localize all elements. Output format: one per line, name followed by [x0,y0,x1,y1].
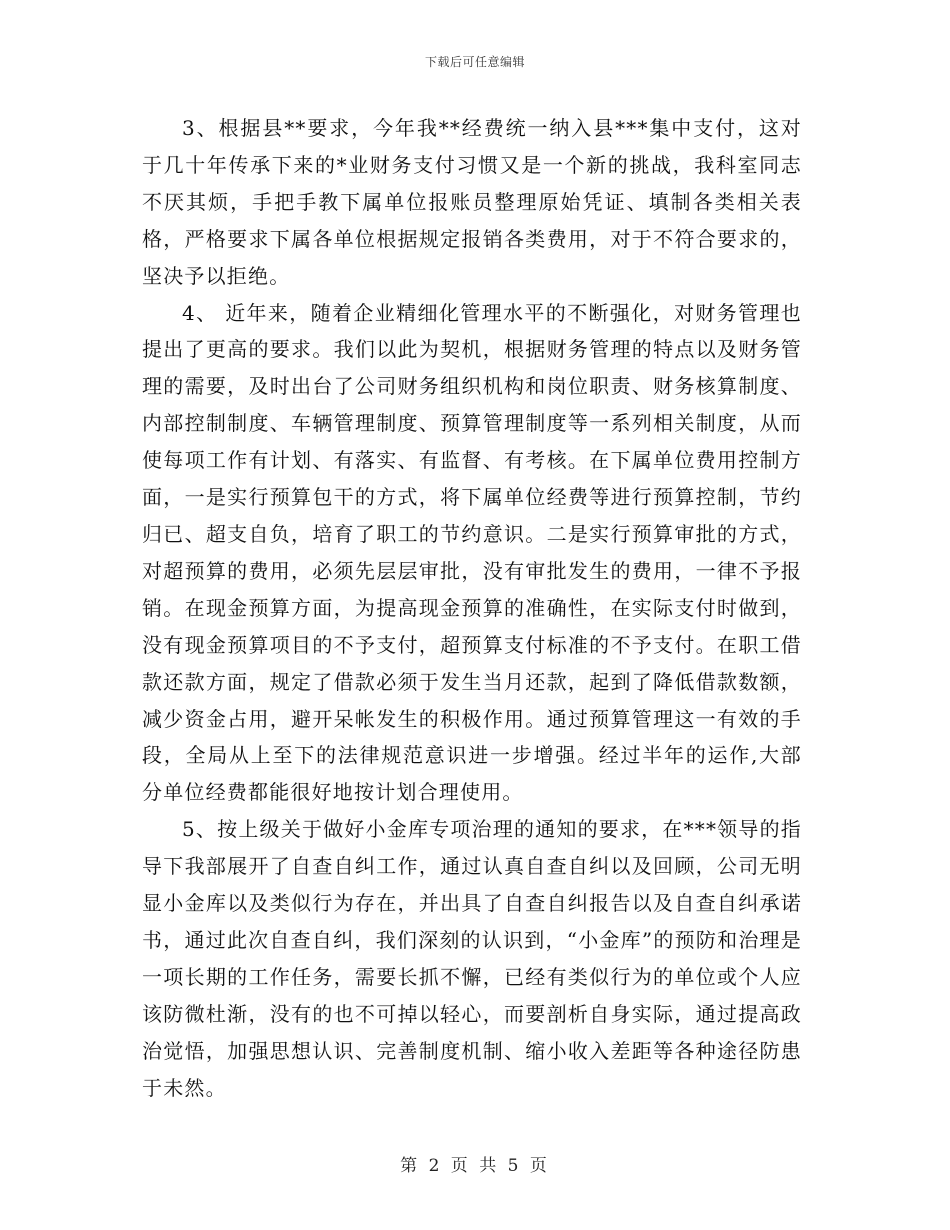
paragraph-4: 4、 近年来，随着企业精细化管理水平的不断强化，对财务管理也提出了更高的要求。我们以此为契机，根据财务管理的特点以及财务管理的需要，及时出台了公司财务组织机构和岗位职责、财务核算制度、内部控制制度、车辆管理制度、预算管理制度等一系列相关制度，从而使每项工作有计划、有落实、有监督、有考核。在下属单位费用控制方面，一是实行预算包干的方式，将下属单位经费等进行预算控制，节约归已、超支自负，培育了职工的节约意识。二是实行预算审批的方式，对超预算的费用，必须先层层审批，没有审批发生的费用，一律不予报销。在现金预算方面，为提高现金预算的准确性，在实际支付时做到，没有现金预算项目的不予支付，超预算支付标准的不予支付。在职工借款还款方面，规定了借款必须于发生当月还款，起到了降低借款数额，减少资金占用，避开呆帐发生的积极作用。通过预算管理这一有效的手段，全局从上至下的法律规范意识进一步增强。经过半年的运作,大部分单位经费都能很好地按计划合理使用。 [142,300,802,805]
document-body [142,110,802,1106]
page-number-footer: 第 2 页 共 5 页 [400,1156,550,1176]
page-header: 下载后可任意编辑 [424,55,525,69]
paragraph-5: 5、按上级关于做好小金库专项治理的通知的要求，在***领导的指导下我部展开了自查自纠工作，通过认真自查自纠以及回顾，公司无明显小金库以及类似行为存在，并出具了自查自纠报告以及自查自纠承诺书，通过此次自查自纠，我们深刻的认识到，“小金库”的预防和治理是一项长期的工作任务，需要长抓不懈，已经有类似行为的单位或个人应该防微杜渐，没有的也不可掉以轻心，而要剖析自身实际，通过提高政治觉悟，加强思想认识、完善制度机制、缩小收入差距等各种途径防患于未然。 [142,817,802,1100]
paragraph-3: 3、根据县**要求，今年我**经费统一纳入县***集中支付，这对于几十年传承下来的*业财务支付习惯又是一个新的挑战，我科室同志不厌其烦，手把手教下属单位报账员整理原始凭证、填制各类相关表格，严格要求下属各单位根据规定报销各类费用，对于不符合要求的，坚决予以拒绝。 [142,116,802,288]
